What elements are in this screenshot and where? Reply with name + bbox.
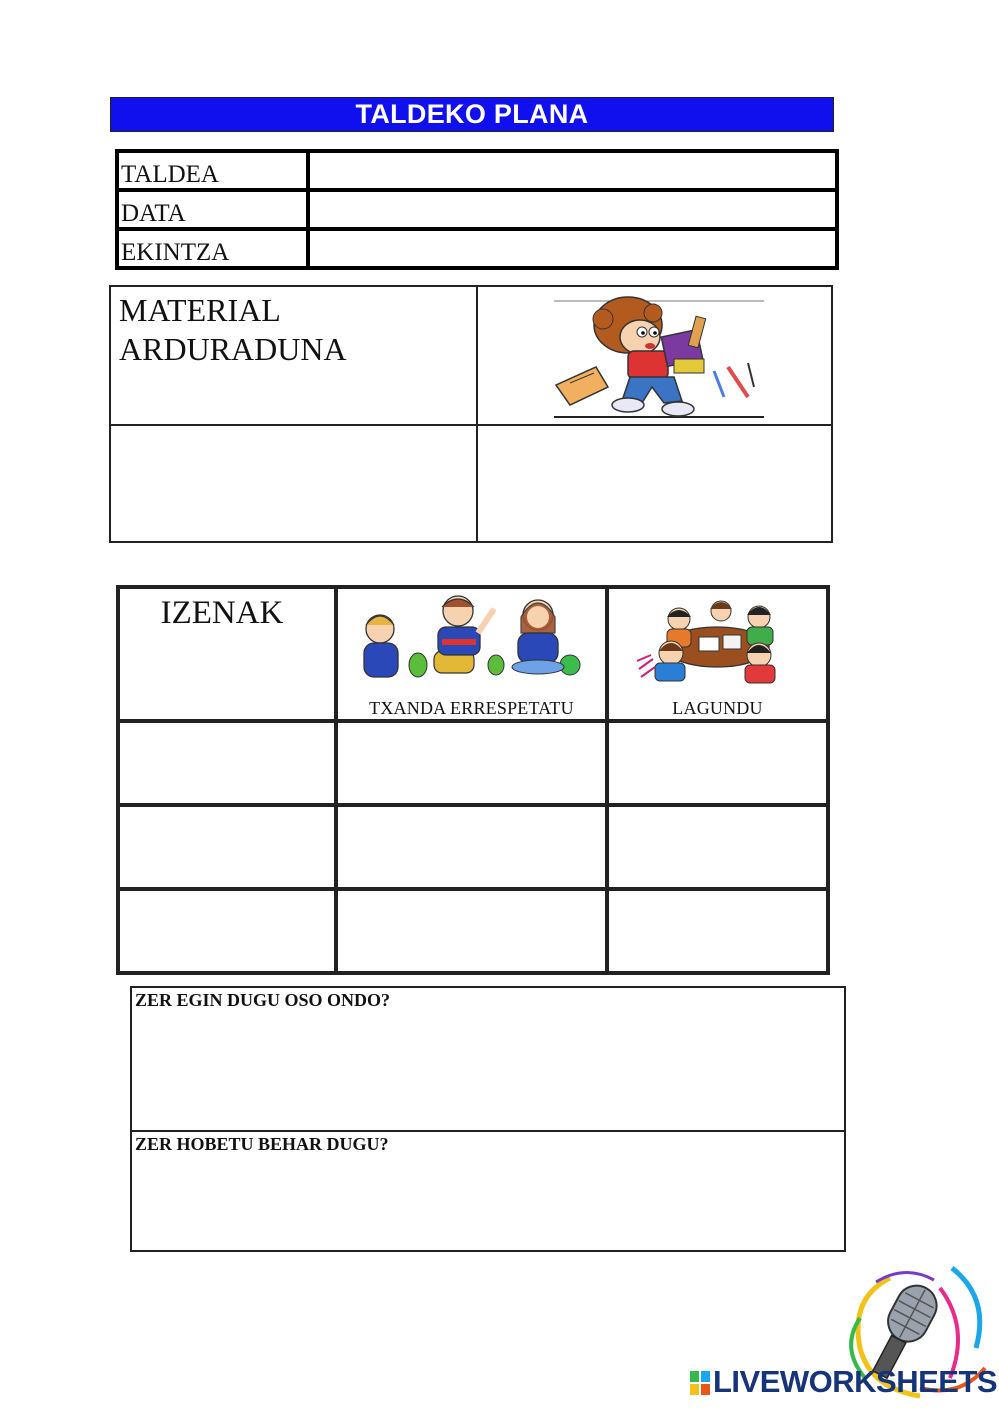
lagundu-cell xyxy=(607,889,828,973)
lagundu-caption: LAGUNDU xyxy=(672,698,763,718)
names-row xyxy=(118,889,828,973)
name-input-2[interactable] xyxy=(120,807,334,887)
info-row-data xyxy=(117,190,837,229)
data-input[interactable] xyxy=(312,197,837,227)
well-done-cell xyxy=(131,987,845,1131)
worksheet-title-bar xyxy=(110,97,834,132)
lagundu-cell xyxy=(607,805,828,889)
txanda-cell xyxy=(336,889,607,973)
izenak-header-cell xyxy=(118,587,336,721)
material-answer-row xyxy=(110,425,832,542)
txanda-caption: TXANDA ERRESPETATU xyxy=(369,698,574,718)
name-input-3[interactable] xyxy=(120,891,334,971)
worksheet-title: TALDEKO PLANA xyxy=(355,99,589,129)
improve-row xyxy=(131,1131,845,1251)
taldea-input[interactable] xyxy=(312,158,837,188)
izenak-label: IZENAK xyxy=(160,595,284,631)
material-extra-input[interactable] xyxy=(478,426,831,541)
kids-taking-turns-icon xyxy=(338,589,601,693)
txanda-input-1[interactable] xyxy=(338,723,605,803)
liveworksheets-logo xyxy=(690,1258,998,1408)
info-label-data: DATA xyxy=(117,190,308,229)
name-cell xyxy=(118,889,336,973)
improve-input[interactable] xyxy=(135,1155,845,1243)
lagundu-input-3[interactable] xyxy=(609,891,826,971)
names-header-row xyxy=(118,587,828,721)
liveworksheets-mark-icon xyxy=(690,1371,710,1395)
name-cell xyxy=(118,721,336,805)
info-label-ekintza: EKINTZA xyxy=(117,229,308,268)
material-title: MATERIAL ARDURADUNA xyxy=(119,292,347,367)
improve-cell xyxy=(131,1131,845,1251)
improve-label: ZER HOBETU BEHAR DUGU? xyxy=(135,1134,389,1154)
material-extra-cell xyxy=(477,425,832,542)
ekintza-input[interactable] xyxy=(312,236,837,266)
lagundu-input-2[interactable] xyxy=(609,807,826,887)
name-cell xyxy=(118,805,336,889)
lagundu-cell xyxy=(607,721,828,805)
material-responsible-cell xyxy=(110,425,477,542)
info-cell-data xyxy=(308,190,837,229)
info-row-taldea xyxy=(117,151,837,190)
name-input-1[interactable] xyxy=(120,723,334,803)
material-image-cell xyxy=(477,286,832,425)
info-row-ekintza xyxy=(117,229,837,268)
info-cell-taldea xyxy=(308,151,837,190)
txanda-header-cell xyxy=(336,587,607,721)
txanda-input-3[interactable] xyxy=(338,891,605,971)
names-row xyxy=(118,721,828,805)
info-table xyxy=(115,149,839,270)
material-table xyxy=(109,285,833,543)
well-done-label: ZER EGIN DUGU OSO ONDO? xyxy=(135,990,391,1010)
names-table xyxy=(116,585,830,975)
info-cell-ekintza xyxy=(308,229,837,268)
names-row xyxy=(118,805,828,889)
well-done-input[interactable] xyxy=(135,1011,845,1123)
lagundu-header-cell xyxy=(607,587,828,721)
kids-helping-each-other-icon xyxy=(609,589,830,693)
txanda-cell xyxy=(336,721,607,805)
material-responsible-input[interactable] xyxy=(111,426,476,541)
logo-text: LIVEWORKSHEETS xyxy=(713,1364,998,1399)
well-done-row xyxy=(131,987,845,1131)
txanda-cell xyxy=(336,805,607,889)
lagundu-input-1[interactable] xyxy=(609,723,826,803)
info-label-taldea: TALDEA xyxy=(117,151,308,190)
kid-carrying-school-supplies-icon xyxy=(478,287,838,419)
material-title-cell xyxy=(110,286,477,425)
txanda-input-2[interactable] xyxy=(338,807,605,887)
reflection-table xyxy=(130,986,846,1252)
material-header-row xyxy=(110,286,832,425)
